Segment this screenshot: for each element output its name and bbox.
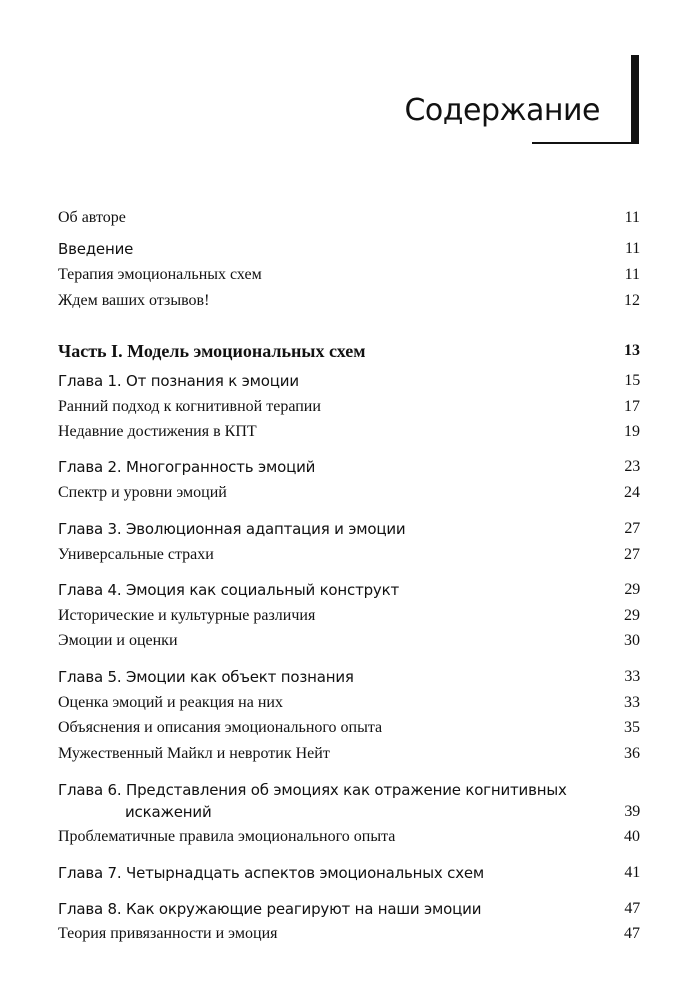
toc-entry-text: Ждем ваших отзывов!: [58, 292, 210, 309]
toc-chapter: [58, 371, 640, 391]
toc-entry: [58, 291, 640, 311]
toc-entry-text: Глава 2. Многогранность эмоций: [58, 458, 316, 476]
toc-entry: [58, 693, 640, 713]
toc-entry-text: Глава 5. Эмоции как объект познания: [58, 668, 354, 686]
toc-entry: [58, 718, 640, 738]
toc-entry: [58, 631, 640, 651]
toc-entry-page: 19: [624, 423, 640, 440]
toc-entry-text: Глава 7. Четырнадцать аспектов эмоциональных схем: [58, 864, 485, 882]
toc-entry-text: Часть I. Модель эмоциональных схем: [58, 341, 366, 361]
toc-entry-text: Глава 3. Эволюционная адаптация и эмоции: [58, 520, 406, 538]
toc-entry-page: 13: [624, 342, 640, 359]
toc-entry: [58, 397, 640, 417]
toc-entry-text-line2: искажений: [125, 803, 212, 821]
toc-entry-text: Глава 8. Как окружающие реагируют на наши эмоции: [58, 900, 482, 918]
toc-entry-page: 27: [624, 520, 640, 537]
toc-entry-page: 12: [624, 292, 640, 309]
toc-entry-page: 17: [624, 398, 640, 415]
toc-entry-text: Глава 4. Эмоция как социальный конструкт: [58, 581, 399, 599]
toc-entry: [58, 422, 640, 442]
toc-entry-page: 40: [624, 828, 640, 845]
toc-entry-page: 11: [624, 209, 640, 226]
toc-entry-page: 24: [624, 484, 640, 501]
toc-entry-text: Теория привязанности и эмоция: [58, 925, 278, 942]
toc-chapter: [58, 519, 640, 539]
toc-entry: [58, 239, 640, 259]
toc-entry-text: Оценка эмоций и реакция на них: [58, 694, 283, 711]
toc-chapter: [58, 863, 640, 883]
toc-entry-page: 47: [624, 925, 640, 942]
toc-entry-text: Недавние достижения в КПТ: [58, 423, 257, 440]
toc-entry-text: Введение: [58, 240, 134, 258]
toc-entry: [58, 924, 640, 944]
toc-entry-page: 15: [624, 372, 640, 389]
toc-chapter: [58, 580, 640, 600]
toc-entry: [58, 483, 640, 503]
toc-entry-text-line1: Глава 6. Представления об эмоциях как отражение когнитивных: [58, 781, 567, 799]
toc-entry: [58, 265, 640, 285]
toc-entry: [58, 827, 640, 847]
toc-entry: [58, 208, 640, 228]
toc-chapter: [58, 779, 640, 823]
toc-entry-page: 11: [624, 240, 640, 257]
toc-entry-page: 33: [624, 668, 640, 685]
toc-entry-text: [58, 779, 567, 823]
toc-part: [58, 340, 640, 362]
toc-entry-text: Объяснения и описания эмоционального опыта: [58, 719, 383, 736]
toc-entry-page: 41: [624, 864, 640, 881]
toc-entry-page: 30: [624, 632, 640, 649]
toc-entry-page: 23: [624, 458, 640, 475]
toc-entry-text: Глава 1. От познания к эмоции: [58, 372, 299, 390]
toc-entry-text: Об авторе: [58, 209, 126, 226]
toc-entry-page: 27: [624, 546, 640, 563]
toc-entry-text: Терапия эмоциональных схем: [58, 266, 262, 283]
toc-entry-text: Ранний подход к когнитивной терапии: [58, 398, 321, 415]
toc-entry-text: Универсальные страхи: [58, 546, 214, 563]
toc-entry: [58, 545, 640, 565]
toc-entry-page: 47: [624, 900, 640, 917]
toc-entry-text: Эмоции и оценки: [58, 632, 178, 649]
toc-entry-text: Спектр и уровни эмоций: [58, 484, 227, 501]
toc-chapter: [58, 457, 640, 477]
toc-entry-page: 29: [624, 581, 640, 598]
toc-entry: [58, 744, 640, 764]
toc-entry-page: 35: [624, 719, 640, 736]
toc-entry-page: 36: [624, 745, 640, 762]
toc-entry-text: Проблематичные правила эмоционального опыта: [58, 828, 396, 845]
toc-entry-page: 39: [624, 803, 640, 820]
toc-entry-page: 11: [624, 266, 640, 283]
page-title: Содержание: [404, 93, 600, 128]
toc-entry-text: Мужественный Майкл и невротик Нейт: [58, 745, 330, 762]
toc-entry-page: 33: [624, 694, 640, 711]
toc-chapter: [58, 667, 640, 687]
toc-entry-text: Исторические и культурные различия: [58, 607, 316, 624]
toc-chapter: [58, 899, 640, 919]
toc-entry: [58, 606, 640, 626]
toc-entry-page: 29: [624, 607, 640, 624]
